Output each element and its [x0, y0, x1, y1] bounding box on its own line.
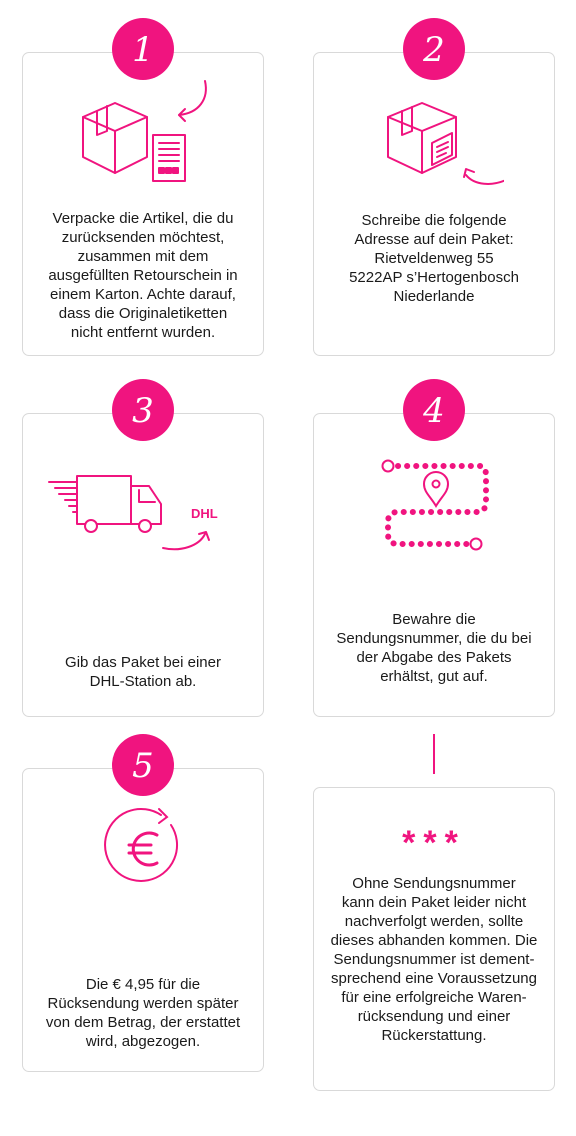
step-3-text: Gib das Paket bei einer DHL-Station ab.	[65, 654, 221, 690]
step-3-badge: 3	[112, 379, 174, 441]
step-5-badge: 5	[112, 734, 174, 796]
step-2-badge: 2	[403, 18, 465, 80]
connector-line	[433, 734, 435, 774]
step-4-text: Bewahre die Sendungsnummer, die du bei der Abgabe des Pakets erhältst, gut auf.	[336, 611, 532, 685]
note-stars: ***	[402, 824, 466, 862]
step-3-card	[22, 413, 264, 717]
dhl-label: DHL	[191, 506, 218, 521]
step-4-badge: 4	[403, 379, 465, 441]
step-1-badge: 1	[112, 18, 174, 80]
tracking-route-icon	[376, 446, 496, 556]
box-with-return-slip-icon	[77, 75, 217, 187]
step-1-card	[22, 52, 264, 356]
euro-refund-icon	[101, 805, 187, 891]
step-5-text: Die € 4,95 für die Rücksendung werden später von dem Betrag, der erstattet wird, abgezogen.	[45, 976, 241, 1050]
step-2-text: Schreibe die folgende Adresse auf dein Paket: Rietveldenweg 55 5222AP s’Hertogenbosch Niederlande	[349, 212, 519, 305]
note-card	[313, 787, 555, 1091]
step-5-card	[22, 768, 264, 1072]
step-2-card	[313, 52, 555, 356]
note-text: Ohne Sendungsnummer kann dein Paket leider nicht nachverfolgt werden, sollte dieses abhanden kommen. Die Sendungsnummer ist dement- sprechend eine Voraussetzung für eine erfolgreiche Waren- rücksendung und einer Rückerstattung.	[330, 875, 538, 1044]
step-4-card	[313, 413, 555, 717]
labeled-box-icon	[384, 81, 504, 191]
step-1-text: Verpacke die Artikel, die du zurücksenden möchtest, zusammen mit dem ausgefüllten Retourschein in einem Karton. Achte darauf, dass die Originaletiketten nicht entfernt wurden.	[48, 210, 238, 341]
